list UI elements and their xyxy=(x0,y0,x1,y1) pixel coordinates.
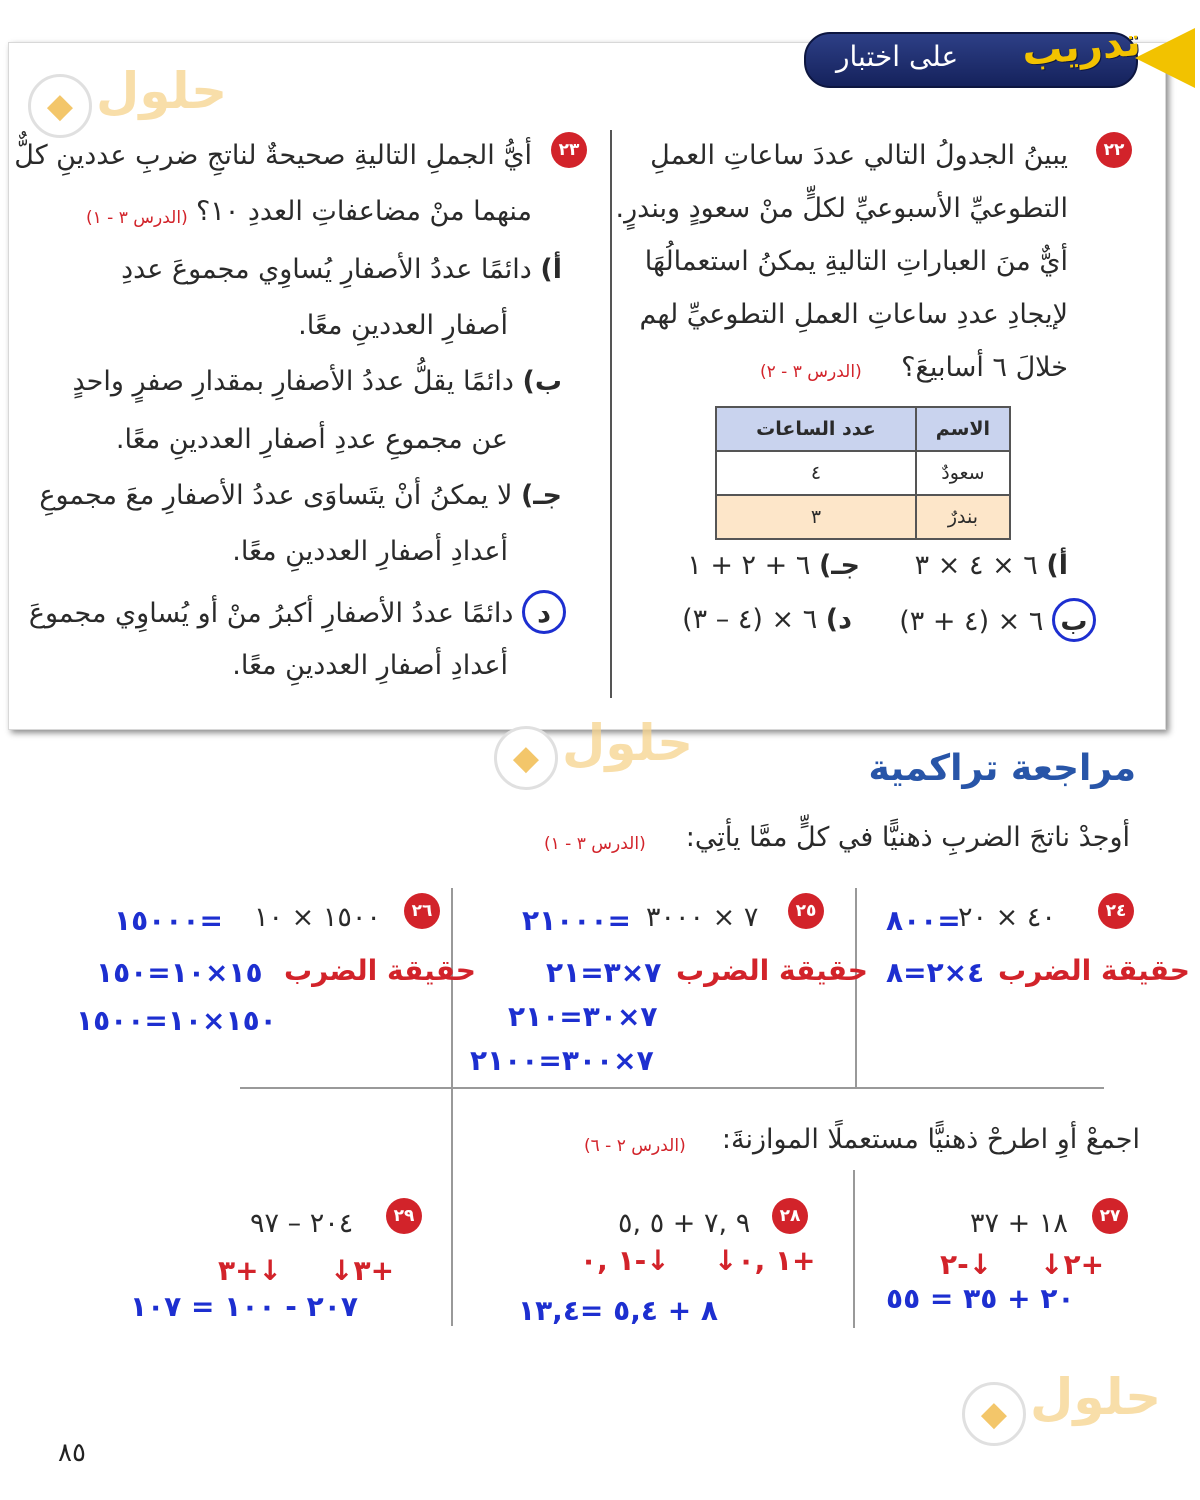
p27-result: ٢٠ + ٣٥ = ٥٥ xyxy=(886,1282,1075,1315)
table-cell-name: سعودٌ xyxy=(916,451,1010,495)
q23-option-c-line-2: أعدادِ أصفارِ العددينِ معًا. xyxy=(232,536,508,567)
q23-option-b-line-2: عن مجموعِ عددِ أصفارِ العددينِ معًا. xyxy=(115,424,508,455)
p26-fact-label: حقيقة الضرب xyxy=(284,954,476,987)
p25-work-2: ٧×٣٠٠=٢١٠٠ xyxy=(470,1044,654,1077)
option-expression: ٦ × (٤ – ٣) xyxy=(682,604,818,635)
p24-expression: ٤٠ × ٢٠ xyxy=(958,902,1056,933)
p26-fact: ١٥×١٠=١٥٠ xyxy=(96,956,263,989)
p28-expression: ٩ ,٧ + ٥ ,٥ xyxy=(618,1208,751,1239)
p29-expression: ٢٠٤ – ٩٧ xyxy=(250,1208,354,1239)
q23-line-2: منهما منْ مضاعفاتِ العددِ ١٠؟ xyxy=(195,196,532,227)
option-expression: ٦ × ٤ × ٣ xyxy=(914,550,1038,581)
option-letter: أ) xyxy=(540,254,562,285)
p26-work-1: ١٥٠×١٠=١٥٠٠ xyxy=(76,1004,277,1037)
volunteer-hours-table xyxy=(715,406,1011,540)
watermark-logo-icon: ◆ xyxy=(28,74,92,138)
q22-line-2: التطوعيِّ الأسبوعيِّ لكلٍّ منْ سعودٍ وبندرٍ. xyxy=(615,193,1068,224)
p27-adjust-left: +٢↓ xyxy=(1040,1248,1105,1281)
q23-option-d-line-2: أعدادِ أصفارِ العددينِ معًا. xyxy=(232,650,508,681)
column-divider xyxy=(610,130,612,698)
banner-arrow-icon xyxy=(1135,28,1195,88)
grid-divider xyxy=(855,888,857,1088)
option-letter: جـ) xyxy=(520,480,562,511)
option-letter: أ) xyxy=(1046,550,1068,581)
selected-answer-circle: ب xyxy=(1052,598,1096,642)
table-header-hours: عدد الساعات xyxy=(716,407,916,451)
banner-brand: تدريب xyxy=(1020,18,1143,76)
banner-title: على اختبار xyxy=(836,40,959,73)
watermark: حلول xyxy=(1030,1368,1162,1426)
p28-adjust-right: ↓-١ ,٠ xyxy=(580,1244,670,1277)
watermark: حلول xyxy=(562,714,694,772)
p29-adjust-left: +٣↓ xyxy=(330,1254,395,1287)
table-cell-hours: ٤ xyxy=(716,451,916,495)
question-number-23: ٢٣ xyxy=(551,132,587,168)
p25-answer: =٢١٠٠٠ xyxy=(522,904,631,937)
review-instruction-1: أوجدْ ناتجَ الضربِ ذهنيًّا في كلٍّ ممَّا يأتِي: xyxy=(685,822,1130,853)
q22-option-c xyxy=(687,550,860,581)
q22-option-a xyxy=(915,550,1068,581)
option-text: دائمًا يقلُّ عددُ الأصفارِ بمقدارِ صفرٍ واحدٍ xyxy=(72,366,514,397)
p24-fact: ٤×٢=٨ xyxy=(886,956,985,989)
q23-lesson-ref: (الدرس ٣ - ١) xyxy=(86,208,188,228)
p25-fact-label: حقيقة الضرب xyxy=(676,954,868,987)
cumulative-review-title: مراجعة تراكمية xyxy=(868,748,1136,789)
p28-adjust-left: +١ ,٠↓ xyxy=(714,1244,816,1277)
option-text: لا يمكنُ أنْ يتَساوَى عددُ الأصفارِ معَ مجموعِ xyxy=(39,480,513,511)
p24-fact-label: حقيقة الضرب xyxy=(998,954,1190,987)
p29-result: ٢٠٧ - ١٠٠ = ١٠٧ xyxy=(130,1290,358,1323)
problem-number-25: ٢٥ xyxy=(788,893,824,929)
option-text: دائمًا عددُ الأصفارِ يُساوِي مجموعَ عددِ xyxy=(121,254,532,285)
q23-option-c xyxy=(39,480,562,511)
p26-answer: =١٥٠٠٠ xyxy=(114,904,223,937)
option-letter: د) xyxy=(825,604,852,635)
watermark: حلول xyxy=(96,62,228,120)
question-number-22: ٢٢ xyxy=(1096,132,1132,168)
problem-number-24: ٢٤ xyxy=(1098,893,1134,929)
p27-adjust-right: ↓-٢ xyxy=(940,1248,993,1281)
table-cell-hours: ٣ xyxy=(716,495,916,539)
q22-option-b xyxy=(899,598,1096,642)
grid-divider xyxy=(240,1087,1104,1089)
table-header-name: الاسم xyxy=(916,407,1010,451)
q22-line-3: أيٌّ منَ العباراتِ التاليةِ يمكنُ استعمالُهَا xyxy=(644,246,1068,277)
option-letter: ب) xyxy=(522,366,562,397)
watermark-logo-icon: ◆ xyxy=(494,726,558,790)
option-letter: جـ) xyxy=(818,550,860,581)
review-instruction-2: اجمعْ أوِ اطرحْ ذهنيًّا مستعملًا الموازنةَ: xyxy=(721,1124,1140,1155)
grid-divider xyxy=(853,1170,855,1328)
q23-line-1: أيُّ الجملِ التاليةِ صحيحةٌ لناتجِ ضربِ عددينِ كلٌّ xyxy=(14,140,532,171)
review-lesson-ref-2: (الدرس ٢ - ٦) xyxy=(584,1136,686,1156)
test-practice-banner xyxy=(800,18,1195,94)
q22-line-4: لإيجادِ عددِ ساعاتِ العملِ التطوعيِّ لهم xyxy=(639,299,1068,330)
q23-option-a-line-2: أصفارِ العددينِ معًا. xyxy=(298,310,508,341)
q22-line-5: خلالَ ٦ أسابيعَ؟ xyxy=(901,352,1068,383)
page-number: ٨٥ xyxy=(58,1438,86,1468)
selected-answer-circle: د xyxy=(522,590,566,634)
review-lesson-ref-1: (الدرس ٣ - ١) xyxy=(544,834,646,854)
problem-number-29: ٢٩ xyxy=(386,1198,422,1234)
q22-option-d xyxy=(682,604,852,635)
option-expression: ٦ + ٢ + ١ xyxy=(687,550,811,581)
q23-option-b xyxy=(72,366,562,397)
q23-option-a xyxy=(121,254,562,285)
q23-option-d xyxy=(29,590,566,634)
problem-number-26: ٢٦ xyxy=(404,893,440,929)
problem-number-28: ٢٨ xyxy=(772,1198,808,1234)
option-expression: ٦ × (٤ + ٣) xyxy=(899,606,1044,637)
p25-expression: ٧ × ٣٠٠٠ xyxy=(646,902,759,933)
p27-expression: ١٨ + ٣٧ xyxy=(970,1208,1068,1239)
p29-adjust-right: ↓+٣ xyxy=(218,1254,283,1287)
p24-answer: =٨٠٠ xyxy=(886,904,961,937)
p26-expression: ١٥٠٠ × ١٠ xyxy=(254,902,381,933)
q22-lesson-ref: (الدرس ٣ - ٢) xyxy=(760,362,862,382)
table-cell-name: بندرٌ xyxy=(916,495,1010,539)
q22-line-1: يبينُ الجدولُ التالي عددَ ساعاتِ العملِ xyxy=(650,140,1068,171)
problem-number-27: ٢٧ xyxy=(1092,1198,1128,1234)
option-text: دائمًا عددُ الأصفارِ أكبرُ منْ أو يُساوِي مجموعَ xyxy=(28,598,514,629)
p28-result: ٨ + ٥,٤ =١٣,٤ xyxy=(518,1294,719,1327)
p25-work-1: ٧×٣٠=٢١٠ xyxy=(508,1000,658,1033)
p25-fact: ٧×٣=٢١ xyxy=(546,956,662,989)
watermark-logo-icon: ◆ xyxy=(962,1382,1026,1446)
